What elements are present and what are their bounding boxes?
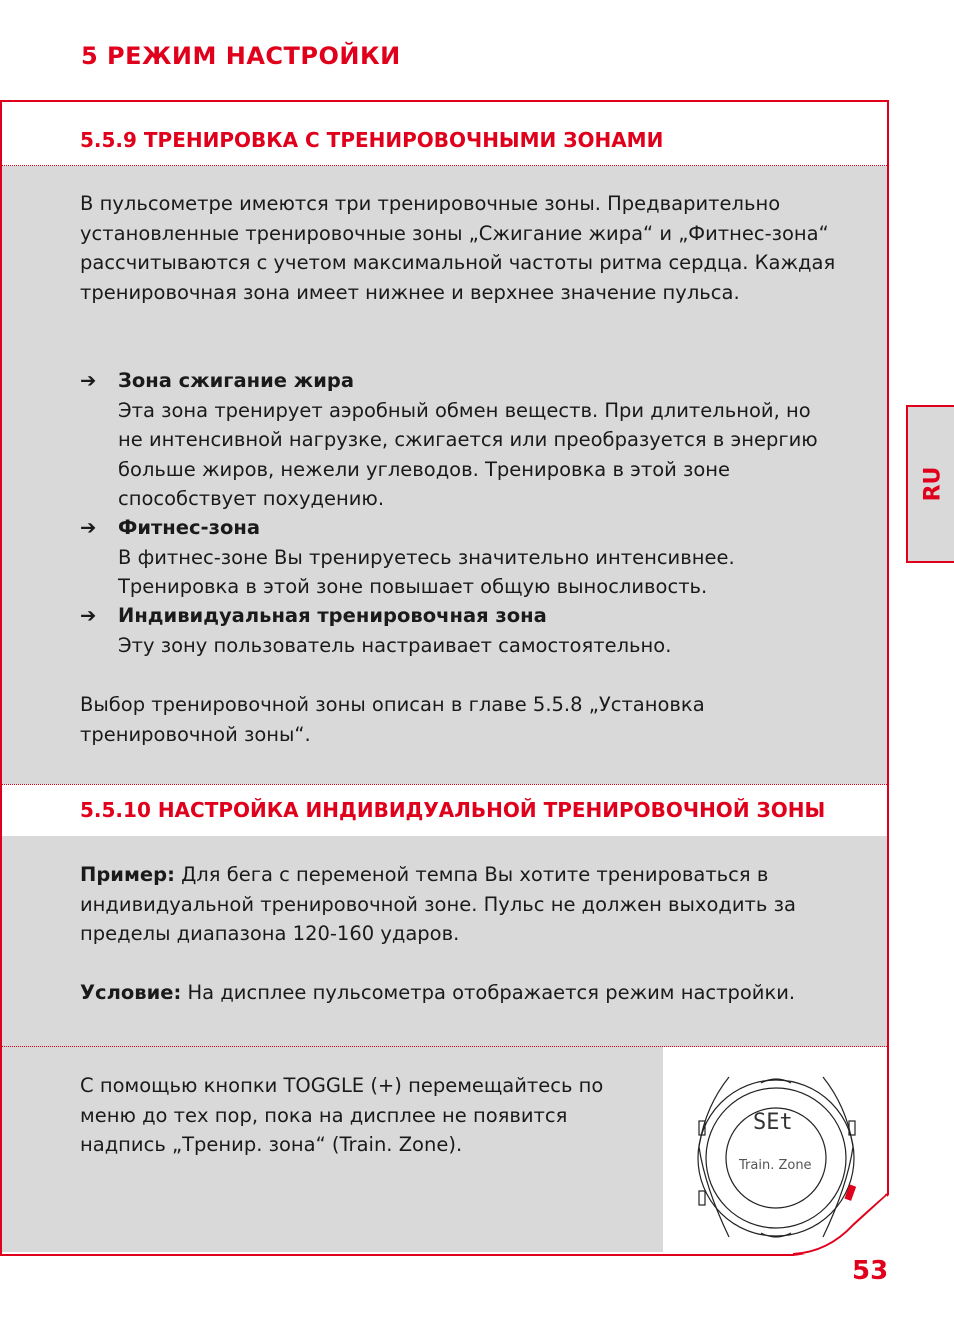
arrow-right-icon: ➔ xyxy=(80,604,97,627)
arrow-right-icon: ➔ xyxy=(80,516,97,539)
item-text: В фитнес-зоне Вы тренируетесь значительно интенсивнее. Тренировка в этой зоне повышает общую выносливость. xyxy=(118,545,735,598)
arrow-right-icon: ➔ xyxy=(80,369,97,392)
item-text: Эта зона тренирует аэробный обмен веществ. При длительной, но не интенсивной нагрузке, сжигается или преобразуется в энергию больше жиров, нежели углеводов. Тренировка в этой зоне способствует похудению. xyxy=(118,398,818,510)
section-title: 5.5.9 ТРЕНИРОВКА С ТРЕНИРОВОЧНЫМИ ЗОНАМИ xyxy=(80,128,664,152)
item-text: Эту зону пользователь настраивает самостоятельно. xyxy=(118,633,672,657)
list-item xyxy=(80,601,818,660)
example-paragraph xyxy=(80,860,820,949)
example-text: Для бега с переменой темпа Вы хотите тренироваться в индивидуальной тренировочной зоне. Пульс не должен выходить за пределы диапазона 120-160 ударов. xyxy=(80,863,796,945)
chapter-title: 5 РЕЖИМ НАСТРОЙКИ xyxy=(81,42,401,70)
item-title: Зона сжигание жира xyxy=(118,369,354,392)
step-paragraph: С помощью кнопки TOGGLE (+) перемещайтесь по меню до тех пор, пока на дисплее не появится надпись „Тренир. зона“ (Train. Zone). xyxy=(80,1074,604,1156)
watch-display-line2: Train. Zone xyxy=(739,1158,812,1173)
example-label: Пример: xyxy=(80,863,175,886)
list-item xyxy=(80,513,818,602)
intro-paragraph: В пульсометре имеются три тренировочные зоны. Предварительно установленные тренировочные зоны „Сжигание жира“ и „Фитнес-зона“ рассчитываются с учетом максимальной частоты ритма сердца. Каждая тренировочная зона имеет нижнее и верхнее значение пульса. xyxy=(80,192,836,304)
page-number: 53 xyxy=(852,1256,889,1286)
item-title: Фитнес-зона xyxy=(118,516,261,539)
section-title: 5.5.10 НАСТРОЙКА ИНДИВИДУАЛЬНОЙ ТРЕНИРОВОЧНОЙ ЗОНЫ xyxy=(80,798,826,822)
item-title: Индивидуальная тренировочная зона xyxy=(118,604,547,627)
watch-icon xyxy=(663,1047,889,1257)
language-tab-label: RU xyxy=(920,466,946,502)
section-header xyxy=(2,102,887,166)
condition-text: На дисплее пульсометра отображается режим настройки. xyxy=(181,981,796,1004)
watch-display-line1: SEt xyxy=(753,1110,793,1135)
section-header xyxy=(2,784,887,837)
condition-paragraph xyxy=(80,978,840,1008)
outro-paragraph: Выбор тренировочной зоны описан в главе 5.5.8 „Установка тренировочной зоны“. xyxy=(80,693,705,746)
language-tab xyxy=(906,405,954,563)
condition-label: Условие: xyxy=(80,981,182,1004)
list-item xyxy=(80,366,818,514)
